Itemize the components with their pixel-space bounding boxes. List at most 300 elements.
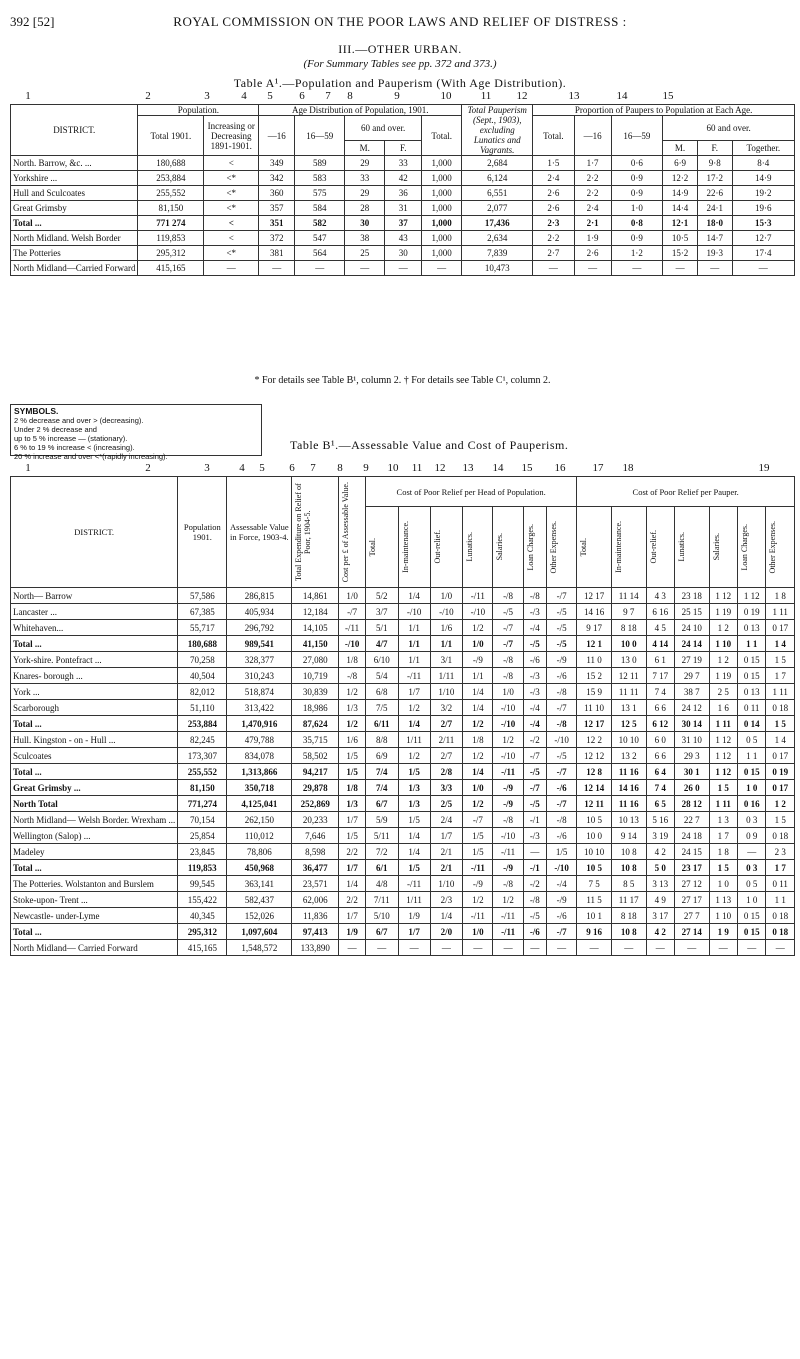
cell-per-pauper: 10 10 (611, 732, 646, 748)
cell-per-head: 1/1 (430, 636, 463, 652)
cell-per-head: 1/2 (493, 732, 523, 748)
cell-per-pauper: 0 18 (766, 924, 795, 940)
cell-per-pauper: 1 12 (738, 588, 766, 604)
cell-exp: 30,839 (292, 684, 339, 700)
cell-cost: 1/7 (339, 860, 366, 876)
cell-a: — (295, 261, 345, 276)
cell-per-head: -/7 (546, 924, 576, 940)
district-name: The Potteries. Wolstanton and Burslem (11, 876, 178, 892)
table-row (11, 940, 795, 956)
col-60: 60 and over. (345, 116, 422, 141)
table-row (11, 924, 795, 940)
cell-paup: 17,436 (462, 216, 533, 231)
district-name: Total ... (11, 860, 178, 876)
cell-per-head: 1/10 (430, 684, 463, 700)
cell-paup: 7,839 (462, 246, 533, 261)
cell-pop: 295,312 (178, 924, 227, 940)
cell-per-head: 1/6 (430, 620, 463, 636)
cell-per-head: 1/0 (430, 588, 463, 604)
cell-per-pauper: 10 5 (577, 812, 612, 828)
t2-subheader: Total. (579, 537, 589, 557)
district-name: Wellington (Salop) ... (11, 828, 178, 844)
cell-p1659: 1·0 (611, 201, 663, 216)
cell-per-head: -/8 (523, 892, 546, 908)
table-row (11, 261, 795, 276)
cell-m: 28 (345, 201, 385, 216)
cell-per-head: -/7 (523, 780, 546, 796)
cell-cost: 1/5 (339, 828, 366, 844)
cell-per-head: 1/10 (430, 876, 463, 892)
table-row (11, 636, 795, 652)
district-name: Scarborough (11, 700, 178, 716)
column-number: 8 (347, 90, 353, 102)
t2-subheader: Loan Charges. (525, 523, 535, 571)
cell-m: 29 (345, 156, 385, 171)
table-row (11, 908, 795, 924)
cell-cost: -/7 (339, 604, 366, 620)
cell-per-head: 1/2 (398, 748, 430, 764)
cell-pop: 180,688 (138, 156, 204, 171)
cell-sym: <* (204, 171, 259, 186)
cell-cost: 1/2 (339, 716, 366, 732)
cell-per-pauper: 0 3 (738, 860, 766, 876)
cell-per-head: 7/2 (365, 844, 398, 860)
cell-per-pauper: 6 5 (646, 796, 674, 812)
cell-per-head: -/9 (493, 796, 523, 812)
cell-per-head: 4/7 (365, 636, 398, 652)
cell-per-pauper: 9 17 (577, 620, 612, 636)
district-name: Newcastle- under-Lyme (11, 908, 178, 924)
t2-col-pauper: Cost of Poor Relief per Pauper. (577, 477, 795, 507)
cell-exp: 11,836 (292, 908, 339, 924)
cell-per-pauper: 1 11 (709, 716, 737, 732)
cell-f: 30 (385, 246, 422, 261)
cell-per-pauper: 1 5 (766, 716, 795, 732)
cell-per-pauper: 6 6 (646, 748, 674, 764)
cell-per-head: 1/0 (493, 684, 523, 700)
cell-per-head: 1/5 (546, 844, 576, 860)
cell-pf: 9·8 (697, 156, 732, 171)
cell-pf: 24·1 (697, 201, 732, 216)
cell-u16: — (259, 261, 295, 276)
cell-per-head: — (463, 940, 493, 956)
cell-a: 547 (295, 231, 345, 246)
cell-pop: 55,717 (178, 620, 227, 636)
cell-per-pauper: 4 14 (646, 636, 674, 652)
cell-per-pauper: 24 18 (674, 828, 709, 844)
table-row (11, 812, 795, 828)
cell-f: — (385, 261, 422, 276)
cell-per-pauper: 1 10 (709, 636, 737, 652)
cell-av: 110,012 (227, 828, 292, 844)
col-pauperism: Total Pauperism (Sept., 1903), excluding Lunatics and Vagrants. (462, 105, 533, 156)
cell-per-pauper: 0 15 (738, 668, 766, 684)
cell-cost: 1/7 (339, 908, 366, 924)
table-row (11, 796, 795, 812)
cell-per-pauper: 1 9 (709, 924, 737, 940)
cell-per-pauper: — (577, 940, 612, 956)
cell-m: — (345, 261, 385, 276)
cell-per-head: 1/4 (463, 684, 493, 700)
cell-per-head: -/11 (463, 860, 493, 876)
cell-pop: 253,884 (138, 171, 204, 186)
cell-per-head: -/4 (523, 700, 546, 716)
cell-cost: -/10 (339, 636, 366, 652)
cell-per-pauper: 11 14 (611, 588, 646, 604)
cell-per-pauper: 12 17 (577, 588, 612, 604)
cell-pm: 10·5 (663, 231, 698, 246)
cell-per-head: -/3 (523, 828, 546, 844)
column-number: 9 (394, 90, 400, 102)
cell-per-pauper: 12 14 (577, 780, 612, 796)
cell-per-head: -/6 (523, 652, 546, 668)
cell-per-pauper: 11 16 (611, 764, 646, 780)
cell-cost: 1/5 (339, 764, 366, 780)
cell-p1659: 0·9 (611, 231, 663, 246)
cell-p1659: 1·2 (611, 246, 663, 261)
cell-per-pauper: 1 4 (766, 636, 795, 652)
cell-per-pauper: 1 7 (766, 860, 795, 876)
cell-per-head: 1/4 (398, 828, 430, 844)
cell-per-pauper: 6 1 (646, 652, 674, 668)
cell-per-pauper: — (766, 940, 795, 956)
cell-per-pauper: 11 11 (611, 684, 646, 700)
cell-per-pauper: 4 5 (646, 620, 674, 636)
cell-per-pauper: 1 19 (709, 668, 737, 684)
cell-per-head: -/6 (546, 828, 576, 844)
cell-exp: 7,646 (292, 828, 339, 844)
col-16-59: 16—59 (295, 116, 345, 156)
t2-subheader: Other Expenses. (768, 520, 778, 574)
cell-per-head: 8/8 (365, 732, 398, 748)
t2-subheader: Out-relief. (648, 530, 658, 564)
cell-a: 575 (295, 186, 345, 201)
cell-per-pauper: 10 8 (611, 844, 646, 860)
t2-subheader: Lunatics. (465, 532, 475, 562)
cell-per-head: -/9 (493, 860, 523, 876)
cell-cost: -/8 (339, 668, 366, 684)
cell-per-pauper: 6 12 (646, 716, 674, 732)
cell-per-pauper: — (709, 940, 737, 956)
cell-per-pauper: 1 6 (709, 700, 737, 716)
cell-ptg: 19·6 (732, 201, 794, 216)
cell-per-pauper: 0 19 (738, 604, 766, 620)
cell-av: 313,422 (227, 700, 292, 716)
cell-cost: 1/9 (339, 924, 366, 940)
table-row (11, 156, 795, 171)
cell-ptg: 12·7 (732, 231, 794, 246)
district-name: Hull. Kingston - on - Hull ... (11, 732, 178, 748)
cell-pf: — (697, 261, 732, 276)
cell-per-pauper: 0 15 (738, 652, 766, 668)
column-number: 2 (145, 90, 151, 102)
cell-pm: 12·1 (663, 216, 698, 231)
cell-pop: 57,586 (178, 588, 227, 604)
cell-per-head: 1/7 (398, 924, 430, 940)
cell-per-head: 6/7 (365, 924, 398, 940)
column-number: 1 (25, 462, 31, 474)
district-name: Great Grimsby ... (11, 780, 178, 796)
cell-p1659: 0·9 (611, 186, 663, 201)
cell-cost: 1/5 (339, 748, 366, 764)
t2-subheader: In-maintenance. (400, 521, 410, 573)
page-number: 392 [52] (10, 14, 55, 29)
cell-per-pauper: 0 11 (766, 876, 795, 892)
symbols-legend (10, 404, 262, 461)
column-number: 11 (411, 462, 423, 474)
col-total: Total. (422, 116, 462, 156)
cell-per-head: 3/7 (365, 604, 398, 620)
cell-per-pauper: 1 19 (709, 604, 737, 620)
cell-pop: 67,385 (178, 604, 227, 620)
cell-cost: 1/7 (339, 812, 366, 828)
cell-per-head: -/11 (398, 876, 430, 892)
column-number: 16 (554, 462, 566, 474)
cell-per-pauper: 6 4 (646, 764, 674, 780)
cell-per-pauper: 38 7 (674, 684, 709, 700)
cell-per-pauper: 12 11 (611, 668, 646, 684)
table-row (11, 604, 795, 620)
cell-per-head: 6/1 (365, 860, 398, 876)
cell-p1659: 0·9 (611, 171, 663, 186)
cell-per-pauper: 0 17 (766, 620, 795, 636)
cell-per-head: 1/4 (398, 588, 430, 604)
cell-per-head: — (523, 940, 546, 956)
cell-m: 25 (345, 246, 385, 261)
cell-pop: 40,504 (178, 668, 227, 684)
district-name: Knares- borough ... (11, 668, 178, 684)
cell-per-pauper: 12 8 (577, 764, 612, 780)
cell-per-head: -/8 (546, 716, 576, 732)
cell-per-head: -/3 (523, 668, 546, 684)
cell-per-pauper: 12 11 (577, 796, 612, 812)
cell-sym: <* (204, 186, 259, 201)
cell-per-head: -/9 (463, 876, 493, 892)
col-incdec: Increasing or Decreasing 1891-1901. (204, 116, 259, 156)
cell-per-head: 1/3 (398, 780, 430, 796)
table-row (11, 748, 795, 764)
cell-per-head: -/5 (523, 636, 546, 652)
cell-per-head: -/7 (546, 764, 576, 780)
cell-per-head: -/7 (546, 588, 576, 604)
cell-p16: 2·2 (574, 186, 611, 201)
column-number: 4 (239, 462, 245, 474)
cell-per-pauper: 11 5 (577, 892, 612, 908)
cell-per-head: -/11 (398, 668, 430, 684)
cell-pf: 19·3 (697, 246, 732, 261)
cell-ptg: 15·3 (732, 216, 794, 231)
cell-per-head: 4/8 (365, 876, 398, 892)
column-number: 13 (568, 90, 580, 102)
cell-p16: 2·2 (574, 171, 611, 186)
cell-per-head: 1/1 (398, 620, 430, 636)
symbols-line: up to 5 % increase — (stationary). (14, 434, 128, 443)
cell-per-head: — (398, 940, 430, 956)
column-number: 18 (622, 462, 634, 474)
table-row (11, 844, 795, 860)
district-name: Total ... (11, 764, 178, 780)
cell-per-head: -/8 (493, 876, 523, 892)
cell-av: 582,437 (227, 892, 292, 908)
cell-exp: 14,105 (292, 620, 339, 636)
cell-per-pauper: 30 1 (674, 764, 709, 780)
cell-pop: 771 274 (138, 216, 204, 231)
cell-per-head: -/5 (546, 604, 576, 620)
cell-per-pauper: 1 0 (709, 876, 737, 892)
symbols-heading: SYMBOLS. (14, 406, 59, 416)
cell-per-head: 5/1 (365, 620, 398, 636)
cell-av: 78,806 (227, 844, 292, 860)
column-number: 5 (267, 90, 273, 102)
cell-per-head: -/9 (546, 652, 576, 668)
t2-col-head: Cost of Poor Relief per Head of Population. (365, 477, 576, 507)
cell-per-pauper: 23 17 (674, 860, 709, 876)
table-row (11, 876, 795, 892)
section-title: III.—OTHER URBAN. (338, 42, 462, 56)
cell-ptg: 14·9 (732, 171, 794, 186)
cell-per-pauper: 12 17 (577, 716, 612, 732)
cell-per-head: 1/4 (398, 844, 430, 860)
cell-pop: 155,422 (178, 892, 227, 908)
district-name: North Midland. Welsh Border (11, 231, 138, 246)
cell-pt: 2·3 (533, 216, 574, 231)
t2-col-cost: Cost per £ of Assessable Value. (341, 481, 351, 583)
cell-per-head: -/10 (546, 732, 576, 748)
cell-per-pauper: 1 12 (709, 748, 737, 764)
cell-per-head: 1/11 (398, 892, 430, 908)
cell-exp: 29,878 (292, 780, 339, 796)
cell-per-head: -/11 (493, 924, 523, 940)
cell-per-head: 1/1 (398, 636, 430, 652)
table-row (11, 231, 795, 246)
district-name: North Midland—Carried Forward (11, 261, 138, 276)
col-pm: M. (663, 140, 698, 156)
cell-per-pauper: 26 0 (674, 780, 709, 796)
cell-per-head: 1/5 (463, 828, 493, 844)
cell-per-pauper: 24 12 (674, 700, 709, 716)
cell-pop: 255,552 (138, 186, 204, 201)
cell-per-head: -/1 (523, 812, 546, 828)
cell-per-head: 1/2 (463, 620, 493, 636)
cell-per-head: -/5 (523, 908, 546, 924)
table2-column-numbers (0, 462, 800, 474)
cell-pop: 70,154 (178, 812, 227, 828)
cell-per-head: -/11 (493, 908, 523, 924)
table2-title: Table B¹.—Assessable Value and Cost of Pauperism. (290, 438, 569, 452)
cell-per-pauper: 1 8 (766, 588, 795, 604)
cell-per-pauper: 13 2 (611, 748, 646, 764)
cell-pm: 15·2 (663, 246, 698, 261)
cell-f: 37 (385, 216, 422, 231)
table1-title: Table A¹.—Population and Pauperism (With Age Distribution). (233, 76, 567, 90)
cell-per-head: -/9 (463, 652, 493, 668)
cell-per-head: -/5 (523, 764, 546, 780)
cell-per-pauper: — (611, 940, 646, 956)
table-row (11, 716, 795, 732)
cell-per-pauper: 27 17 (674, 892, 709, 908)
column-number: 11 (480, 90, 492, 102)
table-row (11, 216, 795, 231)
cell-exp: 252,869 (292, 796, 339, 812)
cell-per-pauper: 0 18 (766, 700, 795, 716)
cell-per-pauper: 24 15 (674, 844, 709, 860)
table-row (11, 892, 795, 908)
table-row (11, 201, 795, 216)
cell-per-head: 3/1 (430, 652, 463, 668)
cell-per-head: 6/9 (365, 748, 398, 764)
cell-tot: — (422, 261, 462, 276)
cell-per-pauper: 1 12 (709, 588, 737, 604)
cell-per-pauper: 12 2 (577, 732, 612, 748)
col-proportion: Proportion of Paupers to Population at Each Age. (533, 105, 795, 116)
cell-per-pauper: 12 1 (577, 636, 612, 652)
cell-per-head: -/8 (493, 812, 523, 828)
cell-per-head: 1/1 (463, 668, 493, 684)
cell-cost: 1/3 (339, 700, 366, 716)
cell-per-pauper: 0 3 (738, 812, 766, 828)
district-name: Stoke-upon- Trent ... (11, 892, 178, 908)
cell-per-head: — (546, 940, 576, 956)
cell-per-head: 1/11 (398, 732, 430, 748)
cell-per-head: 5/10 (365, 908, 398, 924)
cell-per-pauper: 1 2 (766, 796, 795, 812)
cell-pt: 2·6 (533, 201, 574, 216)
cell-per-pauper: 1 12 (709, 732, 737, 748)
cell-per-pauper: 7 4 (646, 684, 674, 700)
cell-per-pauper: 14 16 (611, 780, 646, 796)
cell-ptg: 8·4 (732, 156, 794, 171)
cell-per-head: -/5 (493, 604, 523, 620)
cell-pm: 12·2 (663, 171, 698, 186)
cell-ptg: — (732, 261, 794, 276)
cell-pop: 253,884 (178, 716, 227, 732)
cell-per-pauper: 1 8 (709, 844, 737, 860)
cell-per-head: 1/4 (430, 908, 463, 924)
cell-per-head: — (430, 940, 463, 956)
col-district: DISTRICT. (11, 105, 138, 156)
cell-cost: 2/2 (339, 892, 366, 908)
col-ptotal: Total. (533, 116, 574, 156)
cell-per-head: 1/7 (430, 828, 463, 844)
cell-per-head: 1/7 (398, 684, 430, 700)
cell-sym: <* (204, 246, 259, 261)
cell-per-head: -/11 (463, 908, 493, 924)
cell-p16: 1·7 (574, 156, 611, 171)
t2-col-pop: Population 1901. (178, 477, 227, 588)
cell-per-pauper: 1 11 (766, 604, 795, 620)
cell-a: 584 (295, 201, 345, 216)
cell-pop: 40,345 (178, 908, 227, 924)
cell-per-pauper: 10 1 (577, 908, 612, 924)
cell-per-head: -/4 (546, 876, 576, 892)
t2-subheader: Out-relief. (432, 530, 442, 564)
cell-per-pauper: 27 7 (674, 908, 709, 924)
cell-pop: 180,688 (178, 636, 227, 652)
table-row (11, 186, 795, 201)
cell-per-head: -/7 (523, 748, 546, 764)
cell-pf: 22·6 (697, 186, 732, 201)
table-row (11, 828, 795, 844)
cell-per-pauper: 9 16 (577, 924, 612, 940)
cell-per-pauper: 11 10 (577, 700, 612, 716)
t2-col-district: DISTRICT. (11, 477, 178, 588)
cell-per-head: 3/3 (430, 780, 463, 796)
cell-per-head: -/7 (546, 700, 576, 716)
district-name: Hull and Sculcoates (11, 186, 138, 201)
cell-per-pauper: 3 19 (646, 828, 674, 844)
running-title: ROYAL COMMISSION ON THE POOR LAWS AND RELIEF OF DISTRESS : (173, 14, 627, 29)
col-p60: 60 and over. (663, 116, 795, 141)
